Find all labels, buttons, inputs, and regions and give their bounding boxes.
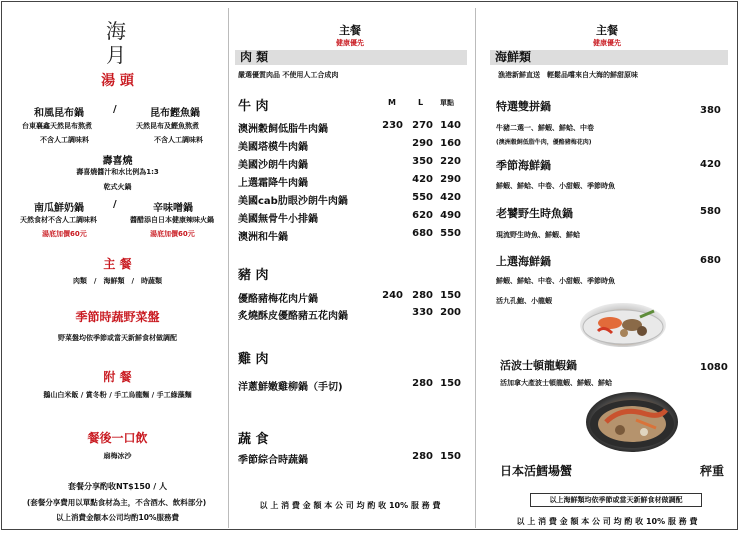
veg-title-mid: 蔬 食 xyxy=(238,432,269,447)
slash: / xyxy=(113,199,117,210)
sukiyaki: 壽喜燒 xyxy=(102,156,133,167)
soup-title: 湯 頭 xyxy=(101,73,134,89)
col-l: L xyxy=(418,98,424,107)
logo xyxy=(100,16,132,66)
price-l: 290 xyxy=(412,138,433,149)
veg-desc: 野菜盤均依季節或當天新鮮食材做調配 xyxy=(58,334,177,342)
price-single: 150 xyxy=(440,290,461,301)
menu-item-name: 炙燒酥皮優酪豬五花肉鍋 xyxy=(238,311,348,322)
seafood-item-price: 380 xyxy=(700,105,721,116)
chicken-title: 雞 肉 xyxy=(238,352,269,367)
spicy-broth: 辛味噌鍋 xyxy=(153,203,193,214)
seafood-item-desc2: (澳洲穀飼低脂牛肉，優酪豬梅花肉) xyxy=(496,139,592,146)
price-single: 290 xyxy=(440,174,461,185)
seafood-item-name: 特選雙拼鍋 xyxy=(496,100,551,113)
kelp-desc: 台東襄鑫天然昆布熬煮 xyxy=(22,122,92,130)
price-l: 680 xyxy=(412,228,433,239)
crab-name: 日本活鱈場蟹 xyxy=(500,464,573,478)
sukiyaki-desc: 壽喜燒醬汁和水比例為1:3 xyxy=(76,168,159,176)
price-l: 420 xyxy=(412,174,433,185)
price-single: 140 xyxy=(440,120,461,131)
pumpkin-broth: 南瓜鮮奶鍋 xyxy=(34,203,84,214)
seafood-item-name: 活波士頓龍蝦鍋 xyxy=(500,359,577,372)
price-single: 150 xyxy=(440,451,461,462)
menu-item-name: 洋蔥鮮嫩雞柳鍋（手切) xyxy=(238,382,343,393)
lobster-hotpot-image xyxy=(586,392,678,452)
price-l: 280 xyxy=(412,290,433,301)
bonito-broth: 昆布鰹魚鍋 xyxy=(150,108,200,119)
menu-item-name: 美國沙朗牛肉鍋 xyxy=(238,160,308,171)
seafood-item-desc: 鮮蝦、鮮蛤、中卷、小甜蝦、季節時魚 xyxy=(496,182,615,190)
seafood-item-price: 420 xyxy=(700,159,721,170)
price-single: 200 xyxy=(440,307,461,318)
menu-item-name: 上選霜降牛肉鍋 xyxy=(238,178,308,189)
beef-title: 牛 肉 xyxy=(238,99,269,114)
menu-item-name: 澳洲穀飼低脂牛肉鍋 xyxy=(238,124,328,135)
price-single: 220 xyxy=(440,156,461,167)
share-fee: 套餐分享酌收NT$150 / 人 xyxy=(68,482,167,491)
kelp-note: 不含人工調味料 xyxy=(40,136,89,144)
price-l: 550 xyxy=(412,192,433,203)
price-single: 550 xyxy=(440,228,461,239)
middle-footer: 以 上 消 費 金 額 本 公 司 均 酌 收 10% 服 務 費 xyxy=(259,501,441,510)
price-l: 280 xyxy=(412,378,433,389)
seafood-item-price: 680 xyxy=(700,255,721,266)
seafood-item-desc2: 活九孔鮑、小龍蝦 xyxy=(496,297,552,305)
main-items: 肉類 / 海鮮類 / 時蔬類 xyxy=(72,277,163,285)
column-divider xyxy=(228,8,229,528)
col-m: M xyxy=(388,98,396,107)
spicy-price: 湯底加價60元 xyxy=(150,230,195,238)
menu-item-name: 美國無骨牛小排鍋 xyxy=(238,214,318,225)
seafood-platter-image xyxy=(580,303,666,347)
seafood-item-desc: 現流野生時魚、鮮蝦、鮮蛤 xyxy=(496,231,580,239)
bonito-desc: 天然昆布及鰹魚熬煮 xyxy=(136,122,199,130)
side-title: 附 餐 xyxy=(103,370,132,384)
svg-text:月: 月 xyxy=(106,43,126,66)
pumpkin-desc: 天然食材不含人工調味料 xyxy=(20,216,97,224)
main-title: 主 餐 xyxy=(103,257,132,271)
price-l: 330 xyxy=(412,307,433,318)
price-m: 230 xyxy=(382,120,403,131)
veg-title: 季節時蔬野菜盤 xyxy=(75,310,160,324)
seafood-item-desc: 活加拿大產波士頓龍蝦、鮮蝦、鮮蛤 xyxy=(500,379,612,387)
seafood-item-price: 580 xyxy=(700,206,721,217)
pork-title: 豬 肉 xyxy=(238,268,269,283)
side-items: 鵝山白米飯 / 賞冬粉 / 手工烏龍麵 / 手工綠藻麵 xyxy=(43,391,192,399)
right-header-main: 主餐 xyxy=(596,24,618,37)
crab-note-box: 以上海鮮類均依季節或當天新鮮食材做調配 xyxy=(530,493,702,507)
column-divider xyxy=(475,8,476,528)
price-single: 160 xyxy=(440,138,461,149)
price-single: 420 xyxy=(440,192,461,203)
right-footer: 以 上 消 費 金 額 本 公 司 均 酌 收 10% 服 務 費 xyxy=(516,517,698,526)
meat-section-desc: 嚴選優質肉品 不使用人工合成肉 xyxy=(238,71,339,79)
seafood-item-desc: 鮮蝦、鮮蛤、中卷、小甜蝦、季節時魚 xyxy=(496,277,615,285)
price-l: 280 xyxy=(412,451,433,462)
menu-item-name: 美國塔模牛肉鍋 xyxy=(238,142,308,153)
svg-text:海: 海 xyxy=(106,19,126,43)
spicy-desc: 醬醋添自日本健康辣味火鍋 xyxy=(130,216,214,224)
dessert-title: 餐後一口飲 xyxy=(87,431,148,445)
seafood-section-desc: 漁港新鮮直送 輕鬆品嚐來自大海的鮮甜原味 xyxy=(498,71,638,79)
menu-item-name: 季節綜合時蔬鍋 xyxy=(238,455,308,466)
sukiyaki-note: 乾式火鍋 xyxy=(103,183,132,191)
logo-mark-icon xyxy=(100,16,132,66)
seafood-item-name: 上選海鮮鍋 xyxy=(496,255,551,268)
bonito-note: 不含人工調味料 xyxy=(154,136,203,144)
menu-item-name: 優酪豬梅花肉片鍋 xyxy=(238,294,318,305)
price-m: 240 xyxy=(382,290,403,301)
service-note: 以上消費金額本公司均酌10%服務費 xyxy=(56,513,179,522)
kelp-broth: 和風昆布鍋 xyxy=(34,108,84,119)
seafood-item-name: 季節海鮮鍋 xyxy=(496,159,551,172)
dessert-items: 扇梅冰沙 xyxy=(103,452,132,460)
middle-header-sub: 健康優先 xyxy=(336,39,364,47)
price-l: 620 xyxy=(412,210,433,221)
crab-price: 秤重 xyxy=(700,464,725,478)
seafood-item-price: 1080 xyxy=(700,362,728,373)
price-l: 270 xyxy=(412,120,433,131)
menu-item-name: 澳洲和牛鍋 xyxy=(238,232,288,243)
price-single: 150 xyxy=(440,378,461,389)
middle-header-main: 主餐 xyxy=(339,24,361,37)
right-header-sub: 健康優先 xyxy=(593,39,621,47)
col-single: 單點 xyxy=(440,99,454,107)
seafood-item-desc: 牛豬二選一、鮮蝦、鮮蛤、中卷 xyxy=(496,124,594,132)
pumpkin-price: 湯底加價60元 xyxy=(42,230,87,238)
seafood-item-name: 老饕野生時魚鍋 xyxy=(496,207,573,220)
meat-section-bar: 肉 類 xyxy=(235,50,467,65)
price-single: 490 xyxy=(440,210,461,221)
seafood-section-bar: 海鮮類 xyxy=(490,50,728,65)
price-l: 350 xyxy=(412,156,433,167)
menu-item-name: 美國cab肋眼沙朗牛肉鍋 xyxy=(238,196,348,207)
share-note: (套餐分享費用以單點食材為主，不含酒水、飲料部分) xyxy=(26,498,207,507)
slash: / xyxy=(113,104,117,115)
